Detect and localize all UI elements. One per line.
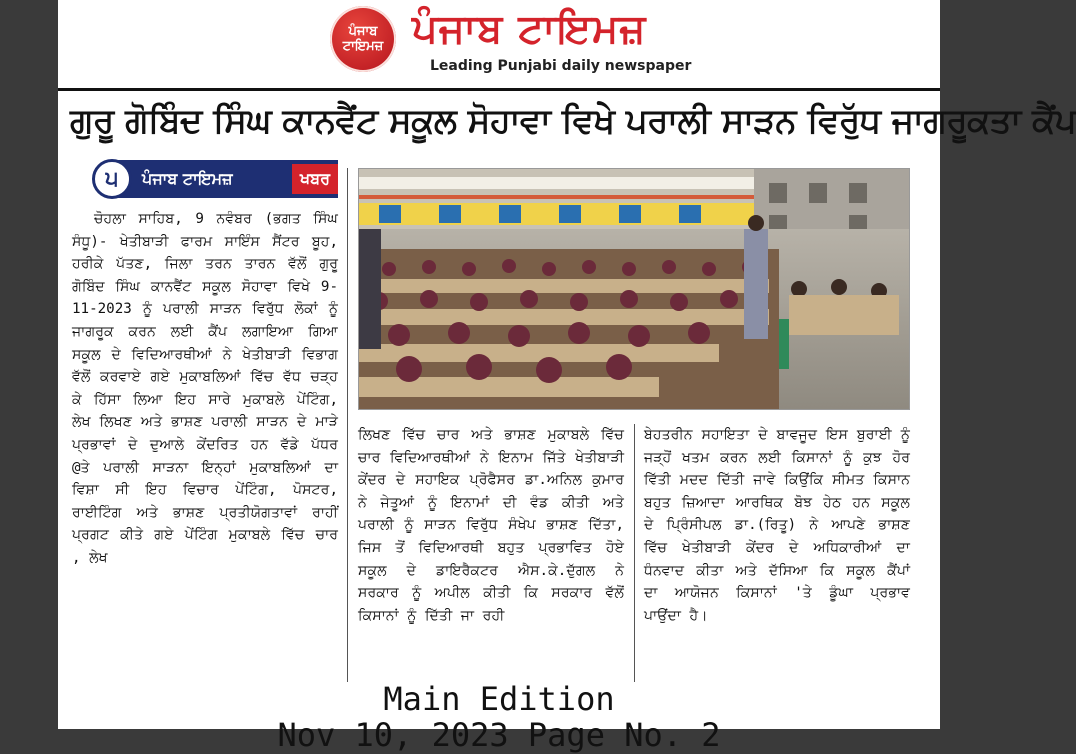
- logo-line-2: ਟਾਇਮਜ਼: [342, 39, 384, 54]
- tagline: Leading Punjabi daily newspaper: [430, 58, 692, 74]
- school-students-photo: [359, 169, 909, 409]
- column-divider: [347, 168, 348, 682]
- badge-title: ਪੰਜਾਬ ਟਾਇਮਜ਼: [142, 169, 233, 188]
- article-text-2: ਲਿਖਣ ਵਿੱਚ ਚਾਰ ਅਤੇ ਭਾਸ਼ਣ ਮੁਕਾਬਲੇ ਵਿੱਚ ਚਾਰ ਵਿਦਿਆਰਥੀਆਂ ਨੇ ਇਨਾਮ ਜਿੱਤੇ ਖੇਤੀਬਾੜੀ ਕੇਂਦਰ ਦੇ ਸਹਾਇਕ ਪ੍ਰੋਫੈਸਰ ਡਾ.ਅਨਿਲ ਕੁਮਾਰ ਨੇ ਜੇਤੂਆਂ ਨੂੰ ਇਨਾਮਾਂ ਦੀ ਵੰਡ ਕੀਤੀ ਅਤੇ ਪਰਾਲੀ ਨੂੰ ਸਾੜਨ ਵਿਰੁੱਧ ਸੰਖੇਪ ਭਾਸ਼ਣ ਦਿੱਤਾ, ਜਿਸ ਤੋਂ ਵਿਦਿਆਰਥੀ ਬਹੁਤ ਪ੍ਰਭਾਵਿਤ ਹੋਏ ਸਕੂਲ ਦੇ ਡਾਇਰੈਕਟਰ ਐਸ.ਕੇ.ਦੁੱਗਲ ਨੇ ਸਰਕਾਰ ਨੂੰ ਅਪੀਲ ਕੀਤੀ ਕਿ ਸਰਕਾਰ ਵੱਲੋਂ ਕਿਸਾਨਾਂ ਨੂੰ ਦਿੱਤੀ ਜਾ ਰਹੀ: [358, 427, 624, 624]
- masthead: [58, 0, 940, 86]
- newspaper-clipping: [58, 0, 1076, 754]
- news-badge: [94, 160, 338, 198]
- badge-tag: ਖਬਰ: [292, 164, 338, 194]
- article-column-1: [72, 208, 338, 682]
- article-headline: ਗੁਰੂ ਗੋਬਿੰਦ ਸਿੰਘ ਕਾਨਵੈਂਟ ਸਕੂਲ ਸੋਹਾਵਾ ਵਿਖੇ ਪਰਾਲੀ ਸਾੜਨ ਵਿਰੁੱਧ ਜਾਗਰੂਕਤਾ ਕੈਂਪ: [70, 101, 1076, 141]
- dateline-label: Nov 10, 2023 Page No. 2: [277, 716, 721, 754]
- article-column-3: [644, 424, 910, 682]
- edition-label: Main Edition: [383, 680, 615, 718]
- logo-line-1: ਪੰਜਾਬ: [348, 24, 378, 39]
- news-photo: [358, 168, 910, 410]
- article-column-2: [358, 424, 624, 682]
- masthead-divider: [58, 88, 940, 91]
- brand-name: ਪੰਜਾਬ ਟਾਇਮਜ਼: [412, 6, 647, 52]
- badge-number-icon: ੫: [92, 159, 132, 199]
- newspaper-logo: [330, 6, 396, 72]
- article-text-1: ਚੋਹਲਾ ਸਾਹਿਬ, 9 ਨਵੰਬਰ (ਭਗਤ ਸਿੰਘ ਸੰਧੂ)- ਖੇਤੀਬਾੜੀ ਫਾਰਮ ਸਾਇੰਸ ਸੈਂਟਰ ਬੂਹ, ਹਰੀਕੇ ਪੱਤਣ, ਜਿਲਾ ਤਰਨ ਤਾਰਨ ਵੱਲੋਂ ਗੁਰੂ ਗੋਬਿੰਦ ਸਿੰਘ ਕਾਨਵੈਂਟ ਸਕੂਲ ਸੋਹਾਵਾ ਵਿਖੇ 9-11-2023 ਨੂੰ ਪਰਾਲੀ ਸਾੜਨ ਵਿਰੁੱਧ ਲੋਕਾਂ ਨੂੰ ਜਾਗਰੂਕ ਕਰਨ ਲਈ ਕੈਂਪ ਲਗਾਇਆ ਗਿਆ ਸਕੂਲ ਦੇ ਵਿਦਿਆਰਥੀਆਂ ਨੇ ਖੇਤੀਬਾੜੀ ਵਿਭਾਗ ਵੱਲੋਂ ਕਰਵਾਏ ਗਏ ਮੁਕਾਬਲਿਆਂ ਵਿੱਚ ਵੱਧ ਚੜ੍ਹ ਕੇ ਹਿੱਸਾ ਲਿਆ ਇਹ ਸਾਰੇ ਮੁਕਾਬਲੇ ਪੇਂਟਿੰਗ, ਲੇਖ ਲਿਖਣ ਅਤੇ ਭਾਸ਼ਣ ਪਰਾਲੀ ਸਾੜਨ ਦੇ ਮਾੜੇ ਪ੍ਰਭਾਵਾਂ ਦੇ ਦੁਆਲੇ ਕੇਂਦਰਿਤ ਹਨ ਵੱਡੇ ਪੱਧਰ @ਤੇ ਪਰਾਲੀ ਸਾੜਨਾ ਇਨ੍ਹਾਂ ਮੁਕਾਬਲਿਆਂ ਦਾ ਵਿਸ਼ਾ ਸੀ ਇਹ ਵਿਚਾਰ ਪੇਂਟਿੰਗ, ਪੋਸਟਰ, ਰਾਈਟਿੰਗ ਅਤੇ ਭਾਸ਼ਣ ਪ੍ਰਤੀਯੋਗਤਾਵਾਂ ਰਾਹੀਂ ਪ੍ਰਗਟ ਕੀਤੇ ਗਏ ਪੇਂਟਿੰਗ ਮੁਕਾਬਲੇ ਵਿੱਚ ਚਾਰ , ਲੇਖ: [72, 211, 338, 566]
- column-divider: [634, 424, 635, 682]
- article-text-3: ਬੇਹਤਰੀਨ ਸਹਾਇਤਾ ਦੇ ਬਾਵਜੂਦ ਇਸ ਬੁਰਾਈ ਨੂੰ ਜੜ੍ਹੋਂ ਖਤਮ ਕਰਨ ਲਈ ਕਿਸਾਨਾਂ ਨੂੰ ਕੁਝ ਹੋਰ ਵਿੱਤੀ ਮਦਦ ਦਿੱਤੀ ਜਾਵੇ ਕਿਉਂਕਿ ਸੀਮਤ ਕਿਸਾਨ ਬਹੁਤ ਜ਼ਿਆਦਾ ਆਰਥਿਕ ਬੋਝ ਹੇਠ ਹਨ ਸਕੂਲ ਦੇ ਪ੍ਰਿੰਸੀਪਲ ਡਾ.(ਰਿਤੂ) ਨੇ ਆਪਣੇ ਭਾਸ਼ਣ ਵਿੱਚ ਖੇਤੀਬਾੜੀ ਕੇਂਦਰ ਦੇ ਅਧਿਕਾਰੀਆਂ ਦਾ ਧੰਨਵਾਦ ਕੀਤਾ ਅਤੇ ਦੱਸਿਆ ਕਿ ਸਕੂਲ ਕੈਂਪਾਂ ਦਾ ਆਯੋਜਨ ਕਿਸਾਨਾਂ 'ਤੇ ਡੂੰਘਾ ਪ੍ਰਭਾਵ ਪਾਉਂਦਾ ਹੈ।: [644, 427, 910, 624]
